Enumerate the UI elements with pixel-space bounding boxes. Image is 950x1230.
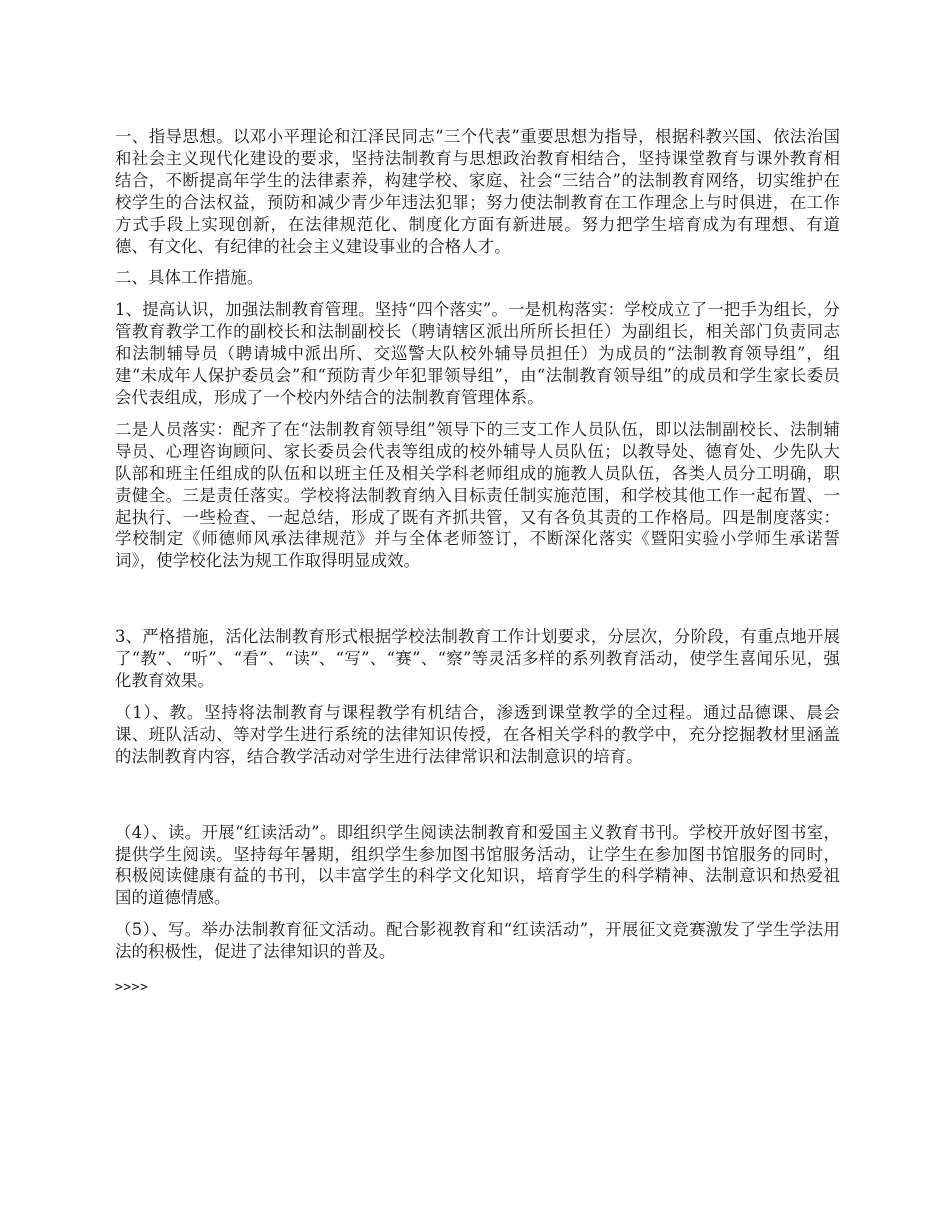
paragraph-measure-3: 3、严格措施，活化法制教育形式根据学校法制教育工作计划要求，分层次，分阶段，有重点地开展了“教”、“听”、“看”、“读”、“写”、“赛”、“察”等灵活多样的系列教育活动，使学生喜闻乐见，强化教育效果。: [115, 627, 840, 691]
paragraph-item-4-read: （4）、读。开展“红读活动”。即组织学生阅读法制教育和爱国主义教育书刊。学校开放好图书室，提供学生阅读。坚持每年暑期，组织学生参加图书馆服务活动，让学生在参加图书馆服务的同时，积极阅读健康有益的书刊，以丰富学生的科学文化知识，培育学生的科学精神、法制意识和热爱祖国的道德情感。: [115, 822, 840, 908]
document-body: [115, 126, 840, 999]
paragraph-section-heading-measures: 二、具体工作措施。: [115, 268, 264, 288]
paragraph-measure-1: 1、提高认识，加强法制教育管理。坚持“四个落实”。一是机构落实：学校成立了一把手为组长，分管教育教学工作的副校长和法制副校长（聘请辖区派出所所长担任）为副组长，相关部门负责同志和法制辅导员（聘请城中派出所、交巡警大队校外辅导员担任）为成员的“法制教育领导组”，组建“未成年人保护委员会”和“预防青少年犯罪领导组”，由“法制教育领导组”的成员和学生家长委员会代表组成，形成了一个校内外结合的法制教育管理体系。: [115, 300, 840, 407]
paragraph-personnel: 二是人员落实：配齐了在“法制教育领导组”领导下的三支工作人员队伍，即以法制副校长、法制辅导员、心理咨询顾问、家长委员会代表等组成的校外辅导人员队伍；以教导处、德育处、少先队大队部和班主任组成的队伍和以班主任及相关学科老师组成的施教人员队伍，各类人员分工明确，职责健全。三是责任落实。学校将法制教育纳入目标责任制实施范围，和学校其他工作一起布置、一起执行、一些检查、一起总结，形成了既有齐抓共管，又有各负其责的工作格局。四是制度落实：学校制定《师德师风承法律规范》并与全体老师签订，不断深化落实《暨阳实验小学师生承诺誓词》，使学校化法为规工作取得明显成效。: [115, 419, 840, 571]
paragraph-item-5-write: （5）、写。举办法制教育征文活动。配合影视教育和“红读活动”，开展征文竞赛激发了学生学法用法的积极性，促进了法律知识的普及。: [115, 920, 840, 962]
paragraph-item-1-teach: （1）、教。坚持将法制教育与课程教学有机结合，渗透到课堂教学的全过程。通过品德课、晨会课、班队活动、等对学生进行系统的法律知识传授，在各相关学科的教学中，充分挖掘教材里涵盖的法制教育内容，结合教学活动对学生进行法律常识和法制意识的培育。: [115, 702, 840, 766]
paragraph-guiding-ideology: 一、指导思想。以邓小平理论和江泽民同志“三个代表”重要思想为指导，根据科教兴国、依法治国和社会主义现代化建设的要求，坚持法制教育与思想政治教育相结合，坚持课堂教育与课外教育相结合，不断提高年学生的法律素养，构建学校、家庭、社会“三结合”的法制教育网络，切实维护在校学生的合法权益，预防和减少青少年违法犯罪；努力使法制教育在工作理念上与时俱进，在工作方式手段上实现创新，在法律规范化、制度化方面有新进展。努力把学生培育成为有理想、有道德、有文化、有纪律的社会主义建设事业的合格人才。: [115, 127, 840, 256]
more-marker: >>>>: [115, 980, 149, 996]
